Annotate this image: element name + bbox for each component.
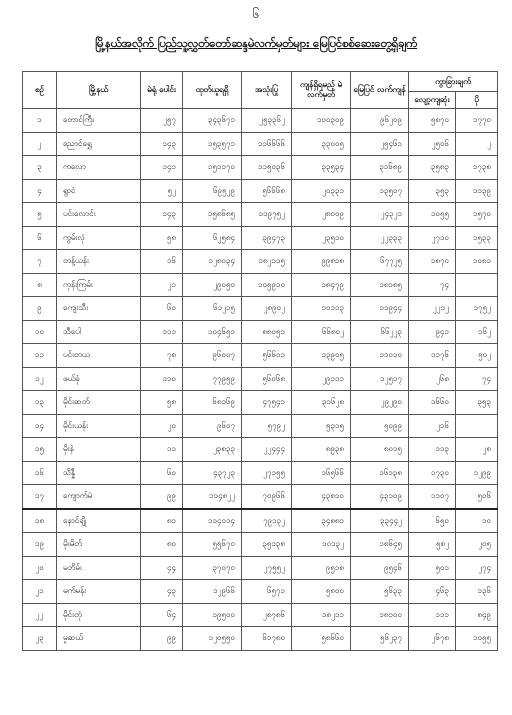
row-expected-remaining-cell: ၈၉၃၈: [292, 438, 351, 462]
row-expected-remaining-cell: ၃၄၈၈၁: [292, 509, 351, 533]
table-row: [23, 367, 498, 391]
table-row: [23, 109, 498, 133]
row-polling-stations-cell: ၁၄၃: [141, 132, 183, 156]
row-expected-remaining-cell: ၃၃၀၀၅: [292, 132, 351, 156]
row-ground-remaining-cell: ၂၉၂၉၀: [351, 391, 409, 415]
row-no-cell: ၄: [23, 179, 57, 203]
header-printed: ထုတ်ယူရရှိ: [183, 72, 242, 109]
row-township-cell: နောင်ချို: [57, 509, 141, 533]
row-more-cell: ၁၇၇၀: [456, 109, 498, 133]
row-no-cell: ၇: [23, 250, 57, 274]
row-township-cell: ကွမ်းလုံ: [57, 226, 141, 250]
row-used-cell: ၈၈၀၅၁: [242, 320, 292, 344]
row-polling-stations-cell: ၇၈: [141, 344, 183, 368]
row-expected-remaining-cell: ၉၅၁၈: [292, 556, 351, 580]
table-row: [23, 156, 498, 180]
row-polling-stations-cell: ၁၁၁: [141, 320, 183, 344]
row-township-cell: ကလော: [57, 156, 141, 180]
row-ground-remaining-cell: ၉၆၂၀၉: [351, 109, 409, 133]
row-township-cell: တန့်ယန်း: [57, 250, 141, 274]
row-township-cell: မိုင်းတုံ: [57, 603, 141, 627]
row-less-cell: ၉၄၁: [409, 320, 456, 344]
row-no-cell: ၁၉: [23, 533, 57, 557]
table-row: [23, 203, 498, 227]
table-row: [23, 438, 498, 462]
table-body: [23, 109, 498, 651]
row-less-cell: ၁၁၁: [409, 603, 456, 627]
row-township-cell: သီပေါ: [57, 320, 141, 344]
row-used-cell: ၂၈၇၈၆: [242, 603, 292, 627]
row-no-cell: ၂: [23, 132, 57, 156]
row-expected-remaining-cell: ၂၈၀၀၉: [292, 203, 351, 227]
row-printed-cell: ၇၇၉၅၉: [183, 367, 242, 391]
row-more-cell: ၁၀: [456, 509, 498, 533]
row-polling-stations-cell: ၉၉: [141, 627, 183, 651]
row-printed-cell: ၁၂၉၆၆: [183, 580, 242, 604]
row-expected-remaining-cell: ၃၃၅၃၄: [292, 156, 351, 180]
page-number: ၆: [252, 7, 260, 21]
row-no-cell: ၂၃: [23, 627, 57, 651]
row-less-cell: ၂၆၇၈: [409, 627, 456, 651]
row-more-cell: ၁၁၃၉: [456, 179, 498, 203]
table-row: [23, 320, 498, 344]
row-less-cell: ၁၆၆၀: [409, 391, 456, 415]
row-polling-stations-cell: ၂၀: [141, 414, 183, 438]
row-polling-stations-cell: ၁၄၃: [141, 203, 183, 227]
row-no-cell: ၉: [23, 297, 57, 321]
row-polling-stations-cell: ၅၈: [141, 226, 183, 250]
row-no-cell: ၁၆: [23, 461, 57, 485]
row-ground-remaining-cell: ၁၈၁၀၀: [351, 603, 409, 627]
row-ground-remaining-cell: ၃၃၄၄၂: [351, 509, 409, 533]
row-ground-remaining-cell: ၁၂၅၁၇: [351, 367, 409, 391]
row-ground-remaining-cell: ၁၃၅၀၇: [351, 179, 409, 203]
row-expected-remaining-cell: ၃၁၆၂၈: [292, 391, 351, 415]
row-township-cell: မူဆယ်: [57, 627, 141, 651]
row-township-cell: မိုင်းယန်း: [57, 414, 141, 438]
header-difference: ကွာခြားချက်: [409, 72, 498, 92]
row-used-cell: ၁၈၂၁၁၅: [242, 250, 292, 274]
table-row: [23, 580, 498, 604]
row-expected-remaining-cell: ၅၈၀၀: [292, 580, 351, 604]
row-polling-stations-cell: ၅၈: [141, 391, 183, 415]
row-printed-cell: ၅၅၆၇၀: [183, 533, 242, 557]
row-printed-cell: ၁၅၈၆၈၅: [183, 203, 242, 227]
row-less-cell: ၂၆၈: [409, 367, 456, 391]
table-row: [23, 226, 498, 250]
row-expected-remaining-cell: ၄၃၈၁၀: [292, 485, 351, 509]
row-no-cell: ၆: [23, 226, 57, 250]
row-ground-remaining-cell: ၄၃၁၀၉: [351, 485, 409, 509]
row-polling-stations-cell: ၄၄: [141, 556, 183, 580]
row-more-cell: ၁၆၂: [456, 320, 498, 344]
row-printed-cell: ၉၆၀၇: [183, 414, 242, 438]
row-more-cell: ၂၈: [456, 438, 498, 462]
row-more-cell: ၁၅၃၃: [456, 226, 498, 250]
row-more-cell: ၁၃၆: [456, 580, 498, 604]
row-township-cell: မိုင်းဆတ်: [57, 391, 141, 415]
row-more-cell: ၁၇၅၂: [456, 297, 498, 321]
table-row: [23, 533, 498, 557]
table-row: [23, 603, 498, 627]
row-less-cell: ၅၈၇၀: [409, 109, 456, 133]
row-more-cell: ၁၀၅၅: [456, 627, 498, 651]
row-less-cell: ၁၁၃: [409, 438, 456, 462]
row-less-cell: ၆၅၀: [409, 509, 456, 533]
row-no-cell: ၁၂: [23, 367, 57, 391]
row-township-cell: မက်မန်း: [57, 580, 141, 604]
row-printed-cell: ၉၆၀၀၇: [183, 344, 242, 368]
table-row: [23, 179, 498, 203]
row-more-cell: ၅၀၂: [456, 344, 498, 368]
row-ground-remaining-cell: ၈၀၁၅: [351, 438, 409, 462]
table-row: [23, 344, 498, 368]
row-less-cell: ၂၁၆: [409, 414, 456, 438]
row-less-cell: ၁၁၇၆: [409, 344, 456, 368]
row-used-cell: ၇၀၉၆၆: [242, 485, 292, 509]
row-used-cell: ၂၈၉၀၂: [242, 297, 292, 321]
row-no-cell: ၁၃: [23, 391, 57, 415]
row-ground-remaining-cell: ၁၈၆၄၅: [351, 533, 409, 557]
table-row: [23, 485, 498, 509]
row-polling-stations-cell: ၉၉: [141, 485, 183, 509]
row-township-cell: ကျေးသီး: [57, 297, 141, 321]
row-used-cell: ၅၆၆၀၁: [242, 344, 292, 368]
row-more-cell: ၂: [456, 132, 498, 156]
row-used-cell: ၄၇၅၄၁: [242, 391, 292, 415]
row-no-cell: ၁၀: [23, 320, 57, 344]
table-row: [23, 391, 498, 415]
header-less: လျော့ကျဆုံး: [409, 92, 456, 109]
row-expected-remaining-cell: ၅၃၁၅: [292, 414, 351, 438]
row-expected-remaining-cell: ၁၃၉၀၅: [292, 344, 351, 368]
row-less-cell: ၁၁၀၇: [409, 485, 456, 509]
row-used-cell: ၆၁၇၈၀: [242, 627, 292, 651]
row-no-cell: ၁၅: [23, 438, 57, 462]
row-no-cell: ၁: [23, 109, 57, 133]
row-polling-stations-cell: ၈၁: [141, 509, 183, 533]
row-polling-stations-cell: ၄၃: [141, 580, 183, 604]
table-row: [23, 509, 498, 533]
row-expected-remaining-cell: ၅၈၆၆၀: [292, 627, 351, 651]
row-more-cell: [456, 414, 498, 438]
row-printed-cell: ၃၄၃၆၇၁: [183, 109, 242, 133]
document-title: မြို့နယ်အလိုက် ပြည်သူ့လွှတ်တော်ဆန္ဒမဲလက်မှတ်များ မြေပြင်စစ်ဆေးတွေ့ရှိချက်: [94, 36, 418, 50]
row-printed-cell: ၁၅၁၁၇၀: [183, 156, 242, 180]
row-more-cell: [456, 273, 498, 297]
row-used-cell: ၅၆၀၆၈: [242, 367, 292, 391]
header-ground-remaining: မြေပြင် လက်ကျန်: [351, 72, 409, 109]
row-expected-remaining-cell: ၁၈၄၇၉: [292, 273, 351, 297]
row-township-cell: ပင်းတယ: [57, 344, 141, 368]
row-no-cell: ၂၂: [23, 603, 57, 627]
header-no: စဉ်: [23, 72, 57, 109]
row-polling-stations-cell: ၁၆: [141, 250, 183, 274]
row-printed-cell: ၆၉၅၂၉: [183, 179, 242, 203]
row-printed-cell: ၁၁၄၈၂၂: [183, 485, 242, 509]
row-less-cell: ၅၈၂: [409, 533, 456, 557]
row-more-cell: ၂၀၅: [456, 533, 498, 557]
row-ground-remaining-cell: ၁၈၁၈၅: [351, 273, 409, 297]
row-polling-stations-cell: ၁၄၁: [141, 156, 183, 180]
row-more-cell: ၂၇၄: [456, 556, 498, 580]
row-ground-remaining-cell: ၁၁၀၁၀: [351, 344, 409, 368]
row-more-cell: ၁၀၈၁: [456, 250, 498, 274]
row-used-cell: ၂၅၃၃၆၂: [242, 109, 292, 133]
row-expected-remaining-cell: ၁၀၀၃၀၉: [292, 109, 351, 133]
table-row: [23, 250, 498, 274]
row-printed-cell: ၁၁၄၀၁၄: [183, 509, 242, 533]
row-no-cell: ၂၁: [23, 580, 57, 604]
row-less-cell: ၄၆၃: [409, 580, 456, 604]
row-used-cell: ၂၂၄၄၄: [242, 438, 292, 462]
results-table: [22, 71, 498, 651]
row-printed-cell: ၁၀၄၆၅၁: [183, 320, 242, 344]
row-expected-remaining-cell: ၆၆၈၀၂: [292, 320, 351, 344]
table-row: [23, 627, 498, 651]
row-no-cell: ၁၁: [23, 344, 57, 368]
row-printed-cell: ၁၂၀၅၅၀: [183, 627, 242, 651]
row-ground-remaining-cell: ၆၆၂၂၃: [351, 320, 409, 344]
row-no-cell: ၈: [23, 273, 57, 297]
row-printed-cell: ၁၉၅၀၀: [183, 603, 242, 627]
header-used: အသုံးပြု: [242, 72, 292, 109]
row-used-cell: ၃၅၁၃၈: [242, 533, 292, 557]
row-expected-remaining-cell: ၂၉၁၁၁: [292, 367, 351, 391]
row-ground-remaining-cell: ၂၄၃၂၁: [351, 203, 409, 227]
header-more: ပို: [456, 92, 498, 109]
row-township-cell: ဖယ်ခုံ: [57, 367, 141, 391]
table-row: [23, 556, 498, 580]
row-used-cell: ၂၇၅၅၂: [242, 556, 292, 580]
row-polling-stations-cell: ၁၁၀: [141, 367, 183, 391]
row-less-cell: ၇၄: [409, 273, 456, 297]
row-less-cell: ၁၇၃၀: [409, 461, 456, 485]
row-more-cell: ၁၂၉၉: [456, 461, 498, 485]
row-ground-remaining-cell: ၅၆၂၃၇: [351, 627, 409, 651]
row-more-cell: ၅၀၆: [456, 485, 498, 509]
row-township-cell: ရွာငံ: [57, 179, 141, 203]
row-township-cell: မဘိမ်း: [57, 556, 141, 580]
table-row: [23, 297, 498, 321]
row-more-cell: ၈၄၉: [456, 603, 498, 627]
row-expected-remaining-cell: ၁၈၂၁၁: [292, 603, 351, 627]
row-used-cell: ၁၁၉၇၅၂: [242, 203, 292, 227]
header-expected-remaining: ကျန်ရှိရမည့် မဲလက်မှတ်: [292, 72, 351, 109]
row-polling-stations-cell: ၂၅၇: [141, 109, 183, 133]
row-township-cell: သိန္နီ: [57, 461, 141, 485]
table-row: [23, 132, 498, 156]
row-less-cell: ၂၅၀၆: [409, 132, 456, 156]
row-printed-cell: ၂၉၀၅၀: [183, 273, 242, 297]
row-polling-stations-cell: ၁၁: [141, 438, 183, 462]
row-used-cell: ၅၇၉၂: [242, 414, 292, 438]
row-no-cell: ၁၈: [23, 509, 57, 533]
row-printed-cell: ၂၃၈၃၃: [183, 438, 242, 462]
row-printed-cell: ၁၂၈၀၃၄: [183, 250, 242, 274]
table-row: [23, 461, 498, 485]
row-more-cell: ၁၇၃၈: [456, 156, 498, 180]
row-printed-cell: ၆၈၁၆၉: [183, 391, 242, 415]
row-printed-cell: ၄၃၇၂၃: [183, 461, 242, 485]
row-less-cell: ၁၈၇၀: [409, 250, 456, 274]
row-polling-stations-cell: ၅၂: [141, 179, 183, 203]
row-used-cell: ၇၉၁၃၂: [242, 509, 292, 533]
row-no-cell: ၃: [23, 156, 57, 180]
row-used-cell: ၁၀၅၉၁၀: [242, 273, 292, 297]
row-expected-remaining-cell: ၁၆၅၆၆: [292, 461, 351, 485]
row-ground-remaining-cell: ၅၀၉၉: [351, 414, 409, 438]
row-township-cell: ပင်းလောင်း: [57, 203, 141, 227]
row-less-cell: ၂၂၁၂: [409, 297, 456, 321]
row-expected-remaining-cell: ၁၀၁၃၂: [292, 533, 351, 557]
row-polling-stations-cell: ၆၄: [141, 603, 183, 627]
row-printed-cell: ၆၁၂၁၅: [183, 297, 242, 321]
row-used-cell: ၁၁၆၆၆၆: [242, 132, 292, 156]
row-ground-remaining-cell: ၂၂၃၃၃: [351, 226, 409, 250]
row-printed-cell: ၆၂၅၈၄: [183, 226, 242, 250]
row-used-cell: ၆၅၇၁: [242, 580, 292, 604]
row-printed-cell: ၃၇၀၇၀: [183, 556, 242, 580]
row-expected-remaining-cell: ၂၀၃၃၁: [292, 179, 351, 203]
row-less-cell: ၂၇၁၀: [409, 226, 456, 250]
row-ground-remaining-cell: ၆၇၇၂၅: [351, 250, 409, 274]
row-ground-remaining-cell: ၃၁၆၈၉: [351, 156, 409, 180]
row-expected-remaining-cell: ၉၉၈၁၈: [292, 250, 351, 274]
row-expected-remaining-cell: ၁၀၁၁၃: [292, 297, 351, 321]
row-township-cell: ကျောက်မဲ: [57, 485, 141, 509]
row-township-cell: ကုန်းကြမ်း: [57, 273, 141, 297]
row-used-cell: ၁၁၅၀၃၆: [242, 156, 292, 180]
row-no-cell: ၅: [23, 203, 57, 227]
row-expected-remaining-cell: ၂၃၅၁၀: [292, 226, 351, 250]
table-row: [23, 414, 498, 438]
row-polling-stations-cell: ၈၀: [141, 533, 183, 557]
row-less-cell: ၃၅၈၃: [409, 156, 456, 180]
row-less-cell: ၁၀၅၅: [409, 203, 456, 227]
row-polling-stations-cell: ၂၁: [141, 273, 183, 297]
row-less-cell: ၃၅၃: [409, 179, 456, 203]
row-township-cell: မိုးနဲ: [57, 438, 141, 462]
row-township-cell: မိုးမိတ်: [57, 533, 141, 557]
row-more-cell: ၇၄: [456, 367, 498, 391]
row-no-cell: ၁၇: [23, 485, 57, 509]
row-no-cell: ၂၀: [23, 556, 57, 580]
row-printed-cell: ၁၅၃၅၇၁: [183, 132, 242, 156]
row-polling-stations-cell: ၆၀: [141, 461, 183, 485]
row-ground-remaining-cell: ၂၅၄၆၁: [351, 132, 409, 156]
row-ground-remaining-cell: ၁၆၁၃၈: [351, 461, 409, 485]
row-ground-remaining-cell: ၉၅၄၆: [351, 556, 409, 580]
row-no-cell: ၁၄: [23, 414, 57, 438]
row-polling-stations-cell: ၆၀: [141, 297, 183, 321]
row-used-cell: ၃၉၄၇၃: [242, 226, 292, 250]
row-more-cell: ၃၅၃: [456, 391, 498, 415]
table-row: [23, 273, 498, 297]
row-used-cell: ၂၇၁၅၅: [242, 461, 292, 485]
row-township-cell: ညောင်ရွှေ: [57, 132, 141, 156]
row-ground-remaining-cell: ၅၆၃၃: [351, 580, 409, 604]
row-less-cell: ၅၀၁: [409, 556, 456, 580]
row-more-cell: ၁၅၇၀: [456, 203, 498, 227]
header-township: မြို့နယ်: [57, 72, 141, 109]
header-polling-stations: မဲရုံ ပေါင်း: [141, 72, 183, 109]
row-used-cell: ၅၆၆၆၈: [242, 179, 292, 203]
row-township-cell: တောင်ကြီး: [57, 109, 141, 133]
row-ground-remaining-cell: ၁၁၉၄၄: [351, 297, 409, 321]
